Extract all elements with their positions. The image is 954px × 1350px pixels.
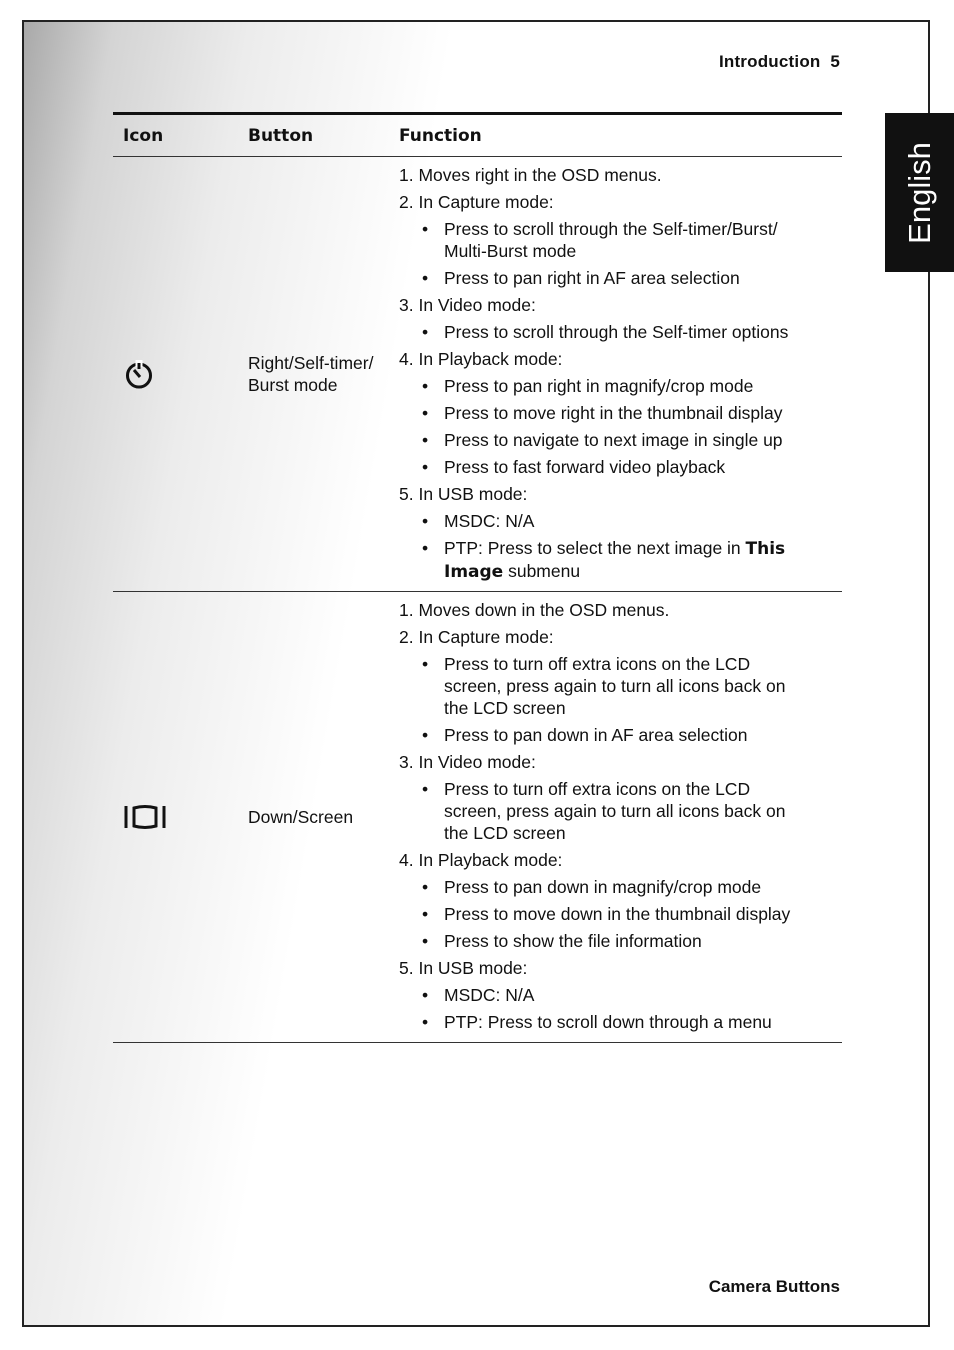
bullet-item bbox=[399, 218, 841, 262]
language-tab-label: English bbox=[901, 141, 937, 244]
bullet-line: • Press to move right in the thumbnail display bbox=[444, 402, 783, 423]
bullet-item bbox=[399, 1011, 841, 1033]
bullet-line: • Press to pan down in magnify/crop mode bbox=[444, 877, 762, 897]
function-item: 4. In Playback mode: bbox=[399, 850, 563, 870]
bullet-item bbox=[399, 778, 841, 844]
bullet-line: • Press to navigate to next image in single up bbox=[444, 429, 783, 450]
bullet-line: the LCD screen bbox=[444, 823, 566, 843]
bullet-item bbox=[399, 456, 841, 478]
function-item: 2. In Capture mode: bbox=[399, 191, 554, 212]
function-item: 4. In Playback mode: bbox=[399, 348, 563, 369]
bullet-line: • Press to pan right in magnify/crop mode bbox=[444, 375, 754, 396]
bullet-item bbox=[399, 267, 841, 289]
bullet-item bbox=[399, 653, 841, 719]
bullet-line: screen, press again to turn all icons back on bbox=[444, 801, 786, 821]
bullet-item bbox=[399, 930, 841, 952]
bullet-line: • MSDC: N/A bbox=[444, 985, 535, 1005]
self-timer-icon bbox=[123, 358, 233, 390]
function-item: 3. In Video mode: bbox=[399, 294, 536, 315]
bullet-line: • Press to scroll through the Self-timer options bbox=[444, 321, 789, 342]
bullet-item bbox=[399, 510, 841, 532]
button-label-line: Right/Self-timer/ bbox=[248, 353, 374, 373]
bullet-item bbox=[399, 984, 841, 1006]
ptp-text-prefix: PTP: Press to select the next image in bbox=[444, 537, 746, 558]
table-row bbox=[113, 157, 842, 592]
bullet-line: • Press to turn off extra icons on the LCD bbox=[444, 779, 751, 799]
icon-cell bbox=[113, 592, 234, 1043]
column-header-function: Function bbox=[399, 114, 842, 157]
bullet-line: • Press to move down in the thumbnail display bbox=[444, 904, 791, 924]
table-row bbox=[113, 592, 842, 1043]
function-item: 5. In USB mode: bbox=[399, 958, 528, 978]
icon-cell bbox=[113, 157, 234, 592]
ptp-text-suffix: submenu bbox=[503, 560, 581, 581]
function-item: 5. In USB mode: bbox=[399, 483, 528, 504]
bullet-item bbox=[399, 429, 841, 451]
bullet-item-ptp bbox=[399, 537, 841, 583]
button-label-line: Burst mode bbox=[248, 375, 338, 395]
button-cell bbox=[234, 157, 399, 592]
bullet-item bbox=[399, 876, 841, 898]
function-item: 1. Moves right in the OSD menus. bbox=[399, 164, 662, 185]
bullet-line: • Press to pan down in AF area selection bbox=[444, 725, 748, 745]
function-item: 3. In Video mode: bbox=[399, 752, 536, 772]
bullet-item bbox=[399, 903, 841, 925]
bullet-item bbox=[399, 321, 841, 343]
ptp-submenu-name: This Image bbox=[444, 538, 786, 582]
bullet-line: screen, press again to turn all icons back on bbox=[444, 676, 786, 696]
language-tab bbox=[885, 113, 954, 272]
function-item: 1. Moves down in the OSD menus. bbox=[399, 600, 670, 620]
function-item: 2. In Capture mode: bbox=[399, 627, 554, 647]
bullet-item bbox=[399, 375, 841, 397]
column-header-button: Button bbox=[234, 114, 399, 157]
bullet-item bbox=[399, 724, 841, 746]
screen-display-icon bbox=[123, 804, 233, 830]
bullet-line: • PTP: Press to scroll down through a menu bbox=[444, 1012, 772, 1032]
bullet-line: • Press to scroll through the Self-timer/Burst/ bbox=[444, 218, 778, 239]
column-header-icon: Icon bbox=[113, 114, 234, 157]
bullet-line: Multi-Burst mode bbox=[444, 240, 577, 261]
running-footer: Camera Buttons bbox=[708, 1277, 840, 1296]
bullet-line: • Press to pan right in AF area selection bbox=[444, 267, 740, 288]
table-header-row bbox=[113, 114, 842, 157]
bullet-line: • MSDC: N/A bbox=[444, 510, 535, 531]
bullet-line: • Press to turn off extra icons on the LCD bbox=[444, 654, 751, 674]
bullet-line: • Press to show the file information bbox=[444, 931, 702, 951]
bullet-line: • Press to fast forward video playback bbox=[444, 456, 726, 477]
header-section: Introduction bbox=[718, 52, 821, 71]
bullet-item bbox=[399, 402, 841, 424]
bullet-line: the LCD screen bbox=[444, 698, 566, 718]
function-cell bbox=[399, 157, 842, 592]
button-label-line: Down/Screen bbox=[248, 807, 354, 827]
button-cell bbox=[234, 592, 399, 1043]
running-header bbox=[719, 52, 840, 72]
camera-buttons-table bbox=[113, 112, 842, 1043]
header-page-number: 5 bbox=[830, 52, 840, 71]
function-cell bbox=[399, 592, 842, 1043]
